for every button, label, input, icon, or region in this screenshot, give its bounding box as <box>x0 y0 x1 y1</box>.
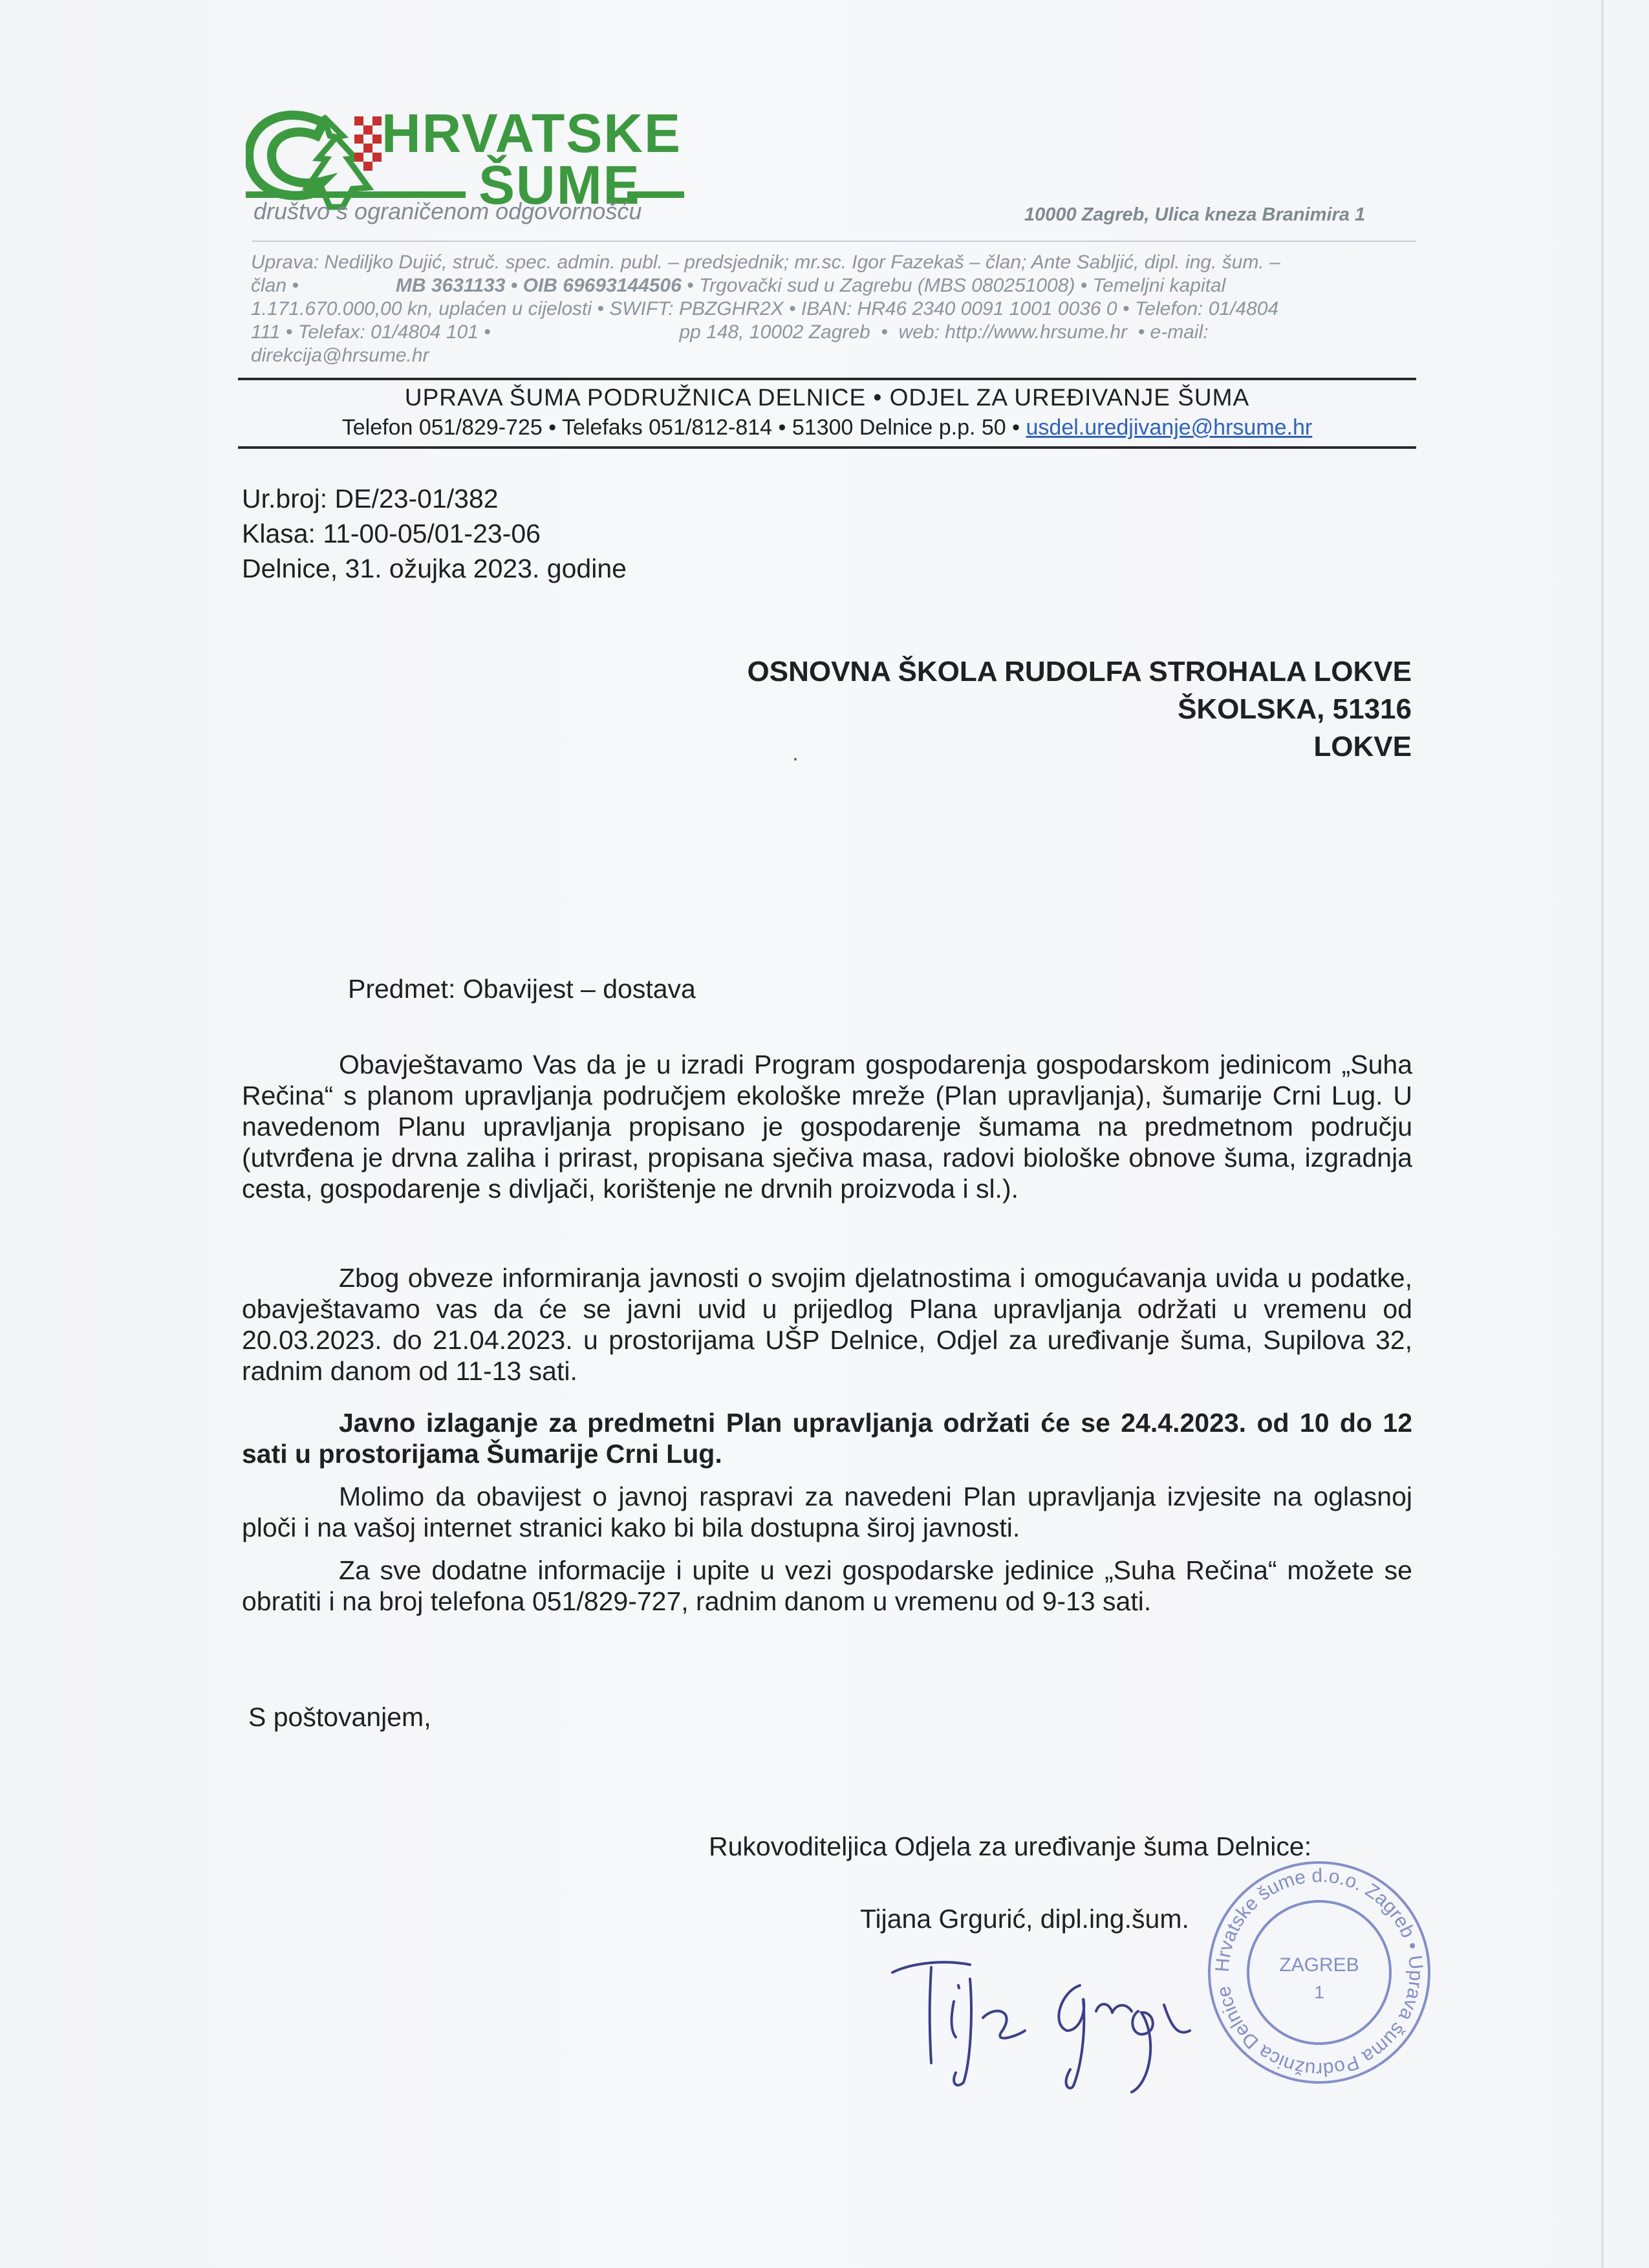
branch-title: UPRAVA ŠUMA PODRUŽNICA DELNICE • ODJEL ZA UREĐIVANJE ŠUMA <box>404 384 1250 411</box>
contact-text: Telefon 051/829-725 • Telefaks 051/812-814 • 51300 Delnice p.p. 50 • <box>341 415 1020 440</box>
official-stamp <box>1196 1850 1442 2095</box>
recipient-name: OSNOVNA ŠKOLA RUDOLFA STROHALA LOKVE <box>747 656 1412 687</box>
branch-contact <box>238 415 1416 440</box>
speck <box>794 758 797 761</box>
logo-word-sume: ŠUME <box>479 155 641 215</box>
divider <box>252 241 1416 242</box>
stamp-number: 1 <box>1314 1982 1324 2002</box>
checkerboard-icon <box>354 116 382 171</box>
handwritten-signature <box>886 1940 1248 2095</box>
board-line: Uprava: Nediljko Dujić, struč. spec. admin. publ. – predsjednik; mr.sc. Igor Fazekaš – član; Ante Sabljić, dipl. ing. šum. – <box>251 252 1280 273</box>
recipient-street: ŠKOLSKA, 51316 <box>1178 693 1412 725</box>
paper-edge <box>1601 0 1604 2268</box>
paragraph-text: Zbog obveze informiranja javnosti o svojim djelatnostima i omogućavanja uvida u podatke, obavještavamo vas da će se javni uvid u prijedlog Plana upravljanja održati u vremenu od 20.03.2023. do 21.04.2023. u prostorijama UŠP Delnice, Odjel za uređivanje šuma, Supilova 32, radnim danom od 11-13 sati. <box>242 1263 1412 1386</box>
recipient-city: LOKVE <box>1313 731 1412 762</box>
stamp-ring-text: Hrvatske šume d.o.o. Zagreb • Uprava šuma Podružnica Delnice <box>1211 1864 1427 2080</box>
body-paragraph <box>242 1555 1412 1617</box>
logo-word-hrvatske: HRVATSKE <box>382 103 682 164</box>
body-paragraph-emphasis <box>242 1407 1412 1469</box>
paragraph-text: Javno izlaganje za predmetni Plan upravljanja održati će se 24.4.2023. od 10 do 12 sati u prostorijama Šumarije Crni Lug. <box>242 1408 1412 1469</box>
contact-email-link[interactable]: usdel.uredjivanje@hrsume.hr <box>1026 415 1313 440</box>
legal-form: društvo s ograničenom odgovornošću <box>253 198 642 224</box>
registration-numbers: MB 3631133 • OIB 69693144506 <box>395 275 682 296</box>
board-line: 111 • Telefax: 01/4804 101 • pp 148, 10002 Zagreb • web: http://www.hrsume.hr • e-mail: <box>251 321 1209 343</box>
board-text: • Trgovački sud u Zagrebu (MBS 080251008) • Temeljni kapital <box>681 275 1226 296</box>
board-line: 1.171.670.000,00 kn, uplaćen u cijelosti • SWIFT: PBZGHR2X • IBAN: HR46 2340 0091 1001 0036 0 • Telefon: 01/4804 <box>251 298 1279 319</box>
board-line: direkcija@hrsume.hr <box>251 345 429 366</box>
paragraph-text: Za sve dodatne informacije i upite u vezi gospodarske jedinice „Suha Rečina“ možete se obratiti i na broj telefona 051/829-727, radnim danom u vremenu od 9-13 sati. <box>242 1555 1412 1616</box>
subject-line: Predmet: Obavijest – dostava <box>348 974 696 1004</box>
signatory-role: Rukovoditeljica Odjela za uređivanje šuma Delnice: <box>709 1831 1312 1861</box>
place-date: Delnice, 31. ožujka 2023. godine <box>242 554 627 583</box>
paragraph-text: Molimo da obavijest o javnoj raspravi za navedeni Plan upravljanja izvjesite na oglasnoj ploči i na vašoj internet stranici kako bi bila dostupna široj javnosti. <box>242 1482 1412 1542</box>
body-paragraph <box>242 1262 1412 1387</box>
klasa: Klasa: 11-00-05/01-23-06 <box>242 519 541 548</box>
body-paragraph <box>242 1481 1412 1543</box>
ur-broj: Ur.broj: DE/23-01/382 <box>242 484 499 513</box>
body-paragraph <box>242 1049 1412 1204</box>
board-text: član • <box>251 275 299 296</box>
divider <box>238 378 1416 380</box>
closing: S poštovanjem, <box>248 1702 431 1732</box>
signatory-name: Tijana Grgurić, dipl.ing.šum. <box>860 1904 1189 1934</box>
company-board-info <box>251 251 1402 367</box>
board-line <box>251 274 1402 297</box>
paragraph-text: Obavještavamo Vas da je u izradi Program gospodarenja gospodarskom jedinicom „Suha Rečina“ s planom upravljanja područjem ekološke mreže (Plan upravljanja), šumarije Crni Lug. U navedenom Planu upravljanja propisano je gospodarenje šumama na predmetnom području (utvrđena je drvna zaliha i prirast, propisana sječiva masa, radovi biološke obnove šuma, izgradnja cesta, gospodarenje s divljači, korištenje ne drvnih proizvoda i sl.). <box>242 1050 1412 1204</box>
stamp-center-text: ZAGREB <box>1279 1954 1359 1976</box>
hq-address: 10000 Zagreb, Ulica kneza Branimira 1 <box>1024 204 1366 225</box>
divider <box>238 446 1416 449</box>
